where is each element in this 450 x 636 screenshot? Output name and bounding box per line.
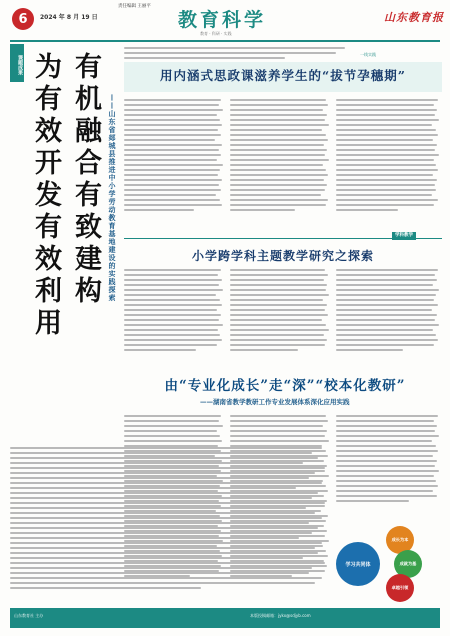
article2-col3 [336, 266, 440, 366]
footer-contact: 本版投稿邮箱：jykx@sdjyb.com [250, 613, 311, 618]
article1-col2 [230, 96, 330, 232]
article1-kicker: 一线实践 [360, 52, 376, 57]
article3-subtitle: ——湖南省教学教研工作专业发展体系深化应用实践 [200, 398, 350, 406]
article2-headline: 小学跨学科主题教学研究之探索 [191, 249, 374, 263]
article1-col1 [124, 96, 224, 232]
editor-credit: 责任编辑 王丽平 [118, 4, 151, 9]
page-footer-band [10, 608, 440, 628]
article3-col2 [230, 412, 330, 604]
article2-col1 [124, 266, 224, 366]
diagram-center-node: 学习共同体 [336, 542, 380, 586]
left-feature-column [10, 44, 120, 442]
diagram-node-3: 卓越引领 [386, 574, 414, 602]
diagram-node-2: 成就为基 [394, 550, 422, 578]
feature-headline-part-1: 为有效开发有效利用 [30, 52, 61, 340]
newspaper-logo: 山东教育报 [384, 11, 444, 24]
page-header [0, 0, 450, 42]
header-rule [10, 40, 440, 42]
article3-headline: 由“专业化成长”走“深”“校本化教研” [164, 378, 406, 394]
article3-col3 [336, 412, 440, 522]
feature-tag: 课题成果 [10, 44, 24, 82]
article2-col2 [230, 266, 330, 366]
article2-section-label: 学科教学 [392, 232, 416, 240]
page-number-badge: 6 [12, 8, 34, 30]
issue-date: 2024 年 8 月 19 日 [40, 14, 98, 21]
article1-col3 [336, 96, 440, 232]
section-masthead: 教育科学 [178, 9, 267, 31]
feature-headline-part-2: 有机融合有致建构 [70, 52, 101, 308]
article1-headline: 用内涵式思政课滋养学生的“拔节孕穗期” [160, 68, 406, 83]
masthead-tagline: 教育 · 科研 · 实践 [200, 31, 232, 36]
article3-col1 [124, 412, 224, 604]
diagram-node-1: 成长为本 [386, 526, 414, 554]
article1-intro-text [124, 44, 354, 60]
feature-subtitle: ——山东省郯城县推进中小学劳动教育基地建设的实践探索 [108, 94, 116, 302]
footer-publisher: 山东教育社 主办 [14, 613, 44, 618]
teaching-system-diagram [336, 526, 440, 602]
